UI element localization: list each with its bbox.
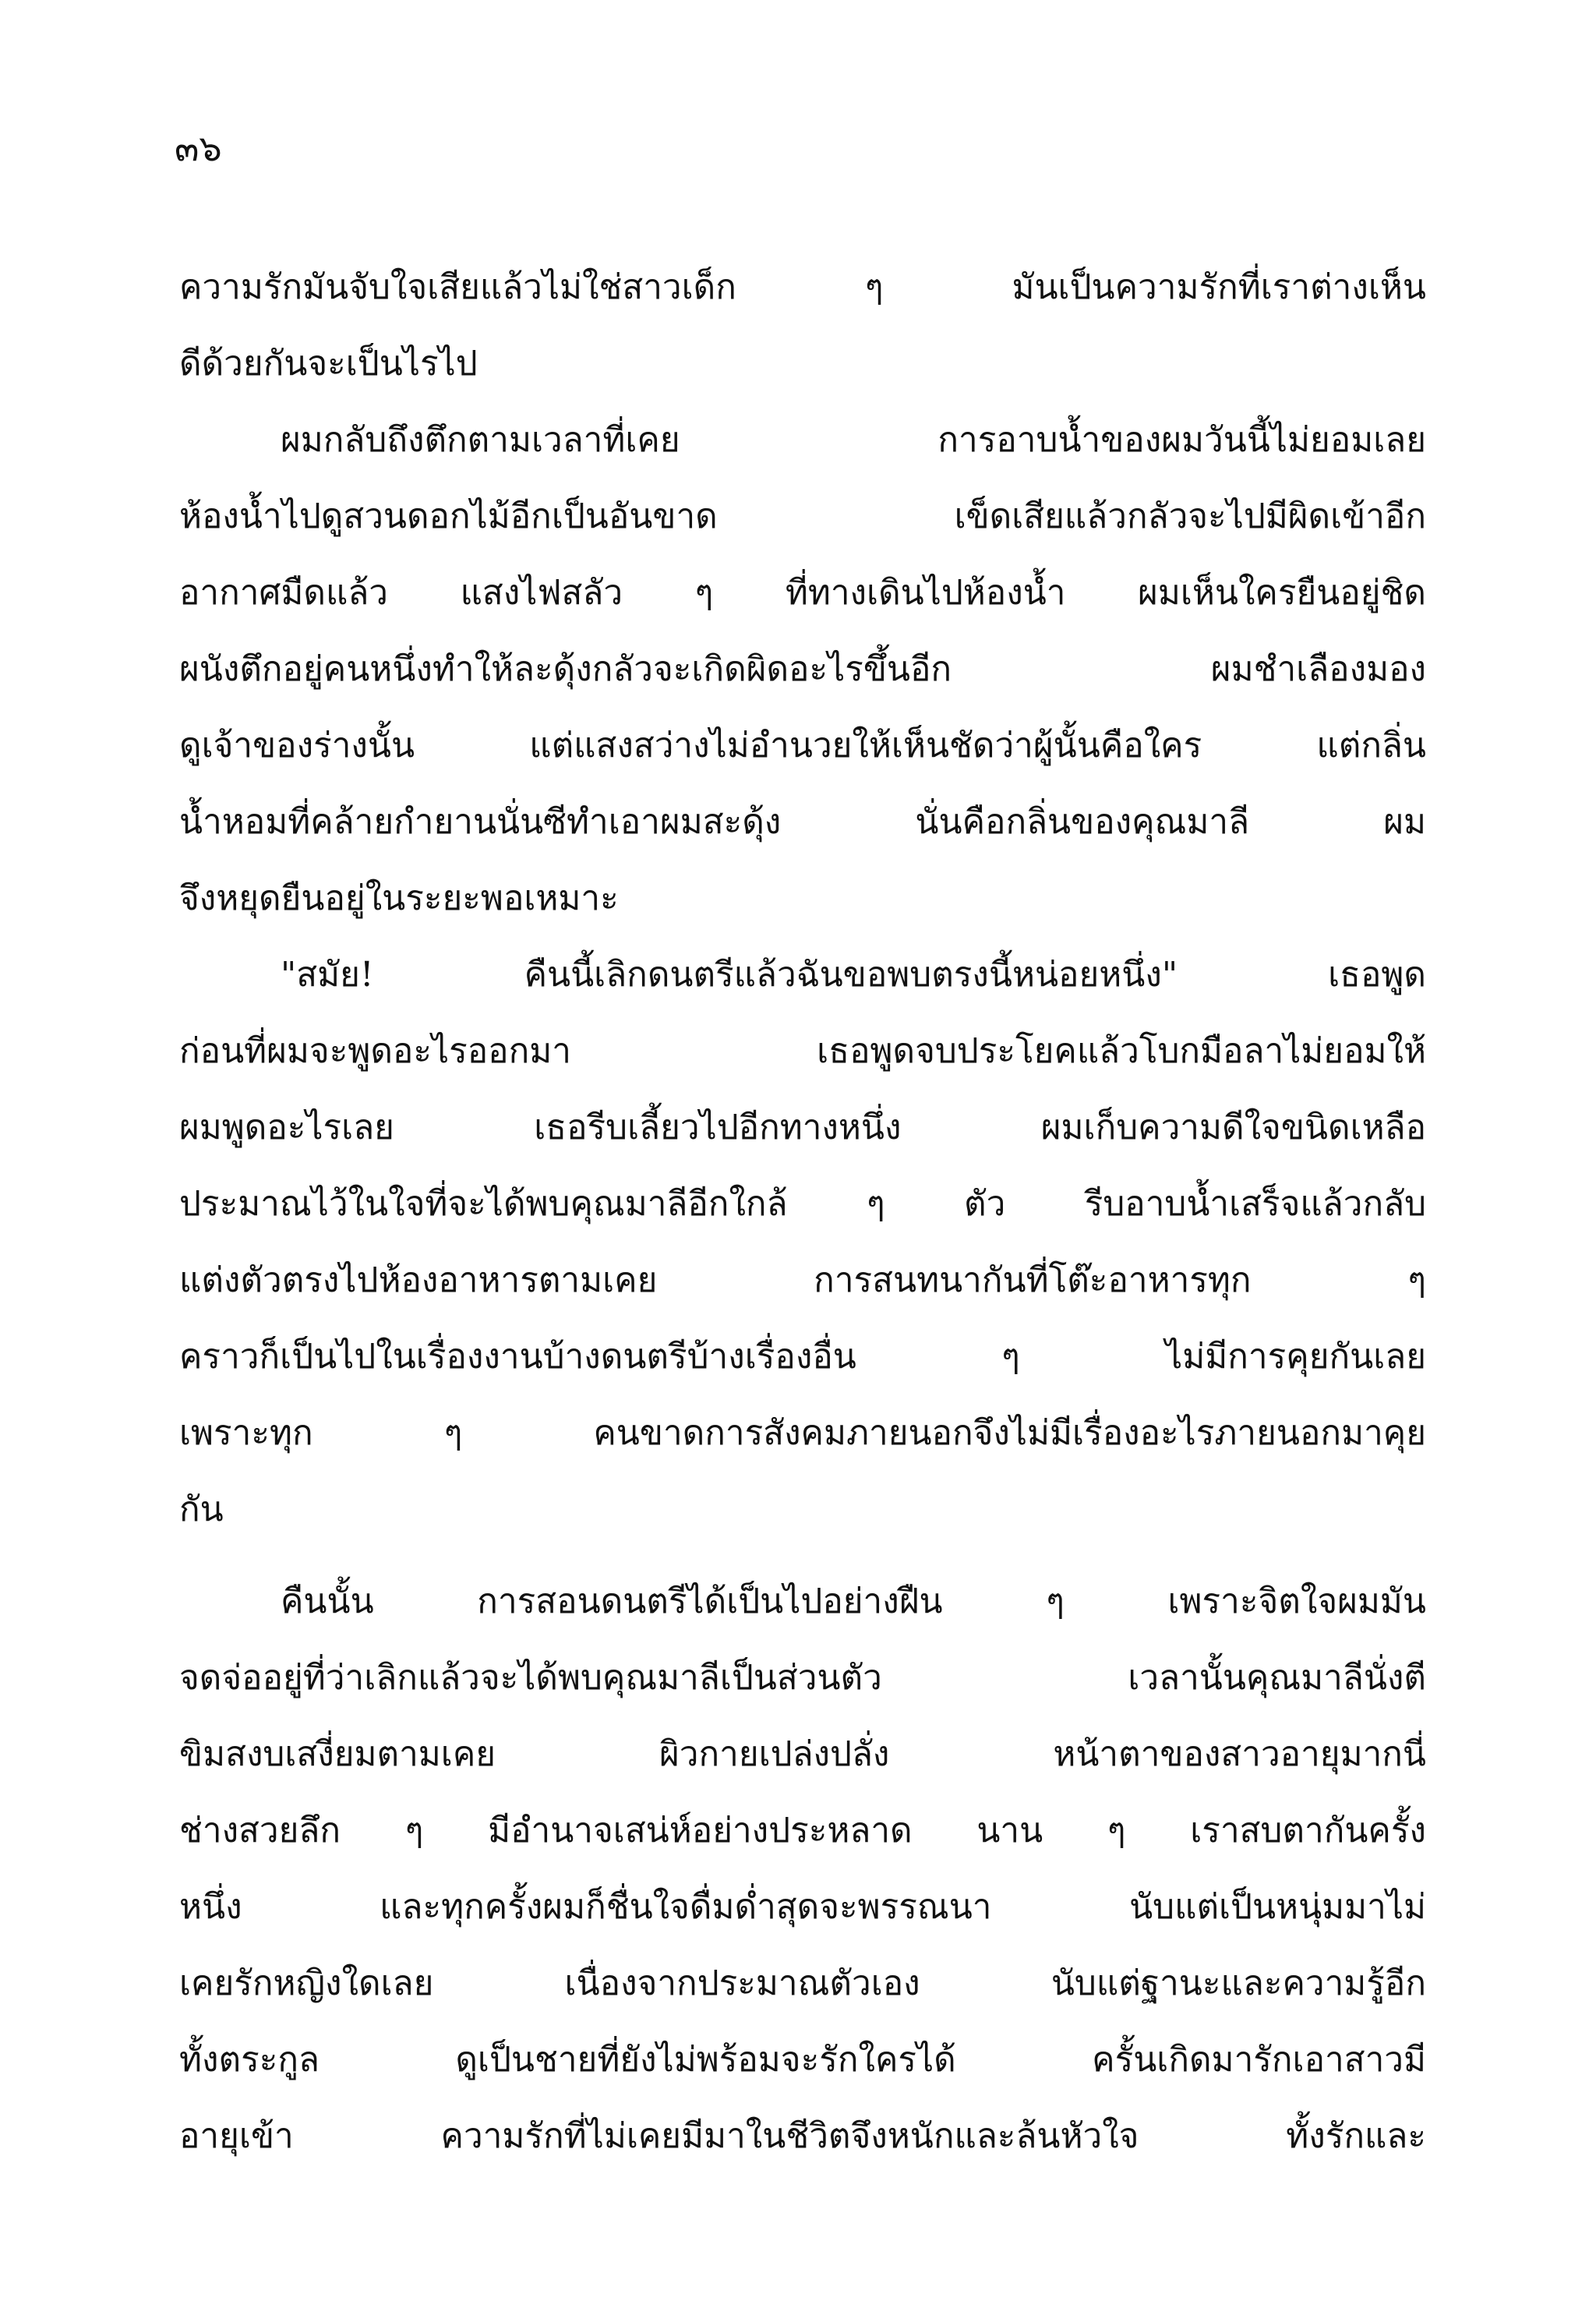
text-line: อากาศมืดแล้ว แสงไฟสลัว ๆ ที่ทางเดินไปห้องน้ำ ผมเห็นใครยืนอยู่ชิด <box>179 573 1426 613</box>
text-line: ขิมสงบเสงี่ยมตามเคย ผิวกายเปล่งปลั่ง หน้าตาของสาวอายุมากนี่ <box>179 1734 1426 1774</box>
text-line: แต่งตัวตรงไปห้องอาหารตามเคย การสนทนากันที่โต๊ะอาหารทุก ๆ <box>179 1260 1426 1300</box>
text-line: ช่างสวยลึก ๆ มีอำนาจเสน่ห์อย่างประหลาด นาน ๆ เราสบตากันครั้ง <box>179 1811 1426 1850</box>
page-number: ๓๖ <box>175 127 222 169</box>
text-line: ดีด้วยกันจะเป็นไรไป <box>179 344 478 383</box>
text-line: เคยรักหญิงใดเลย เนื่องจากประมาณตัวเอง นับแต่ฐานะและความรู้อีก <box>179 1963 1426 2003</box>
text-line: น้ำหอมที่คล้ายกำยานนั่นซีทำเอาผมสะดุ้ง นั่นคือกลิ่นของคุณมาลี ผม <box>179 802 1426 842</box>
text-line: เพราะทุก ๆ คนขาดการสังคมภายนอกจึงไม่มีเรื่องอะไรภายนอกมาคุย <box>179 1413 1426 1453</box>
body-text <box>179 249 1426 2175</box>
text-line: ทั้งตระกูล ดูเป็นชายที่ยังไม่พร้อมจะรักใครได้ ครั้นเกิดมารักเอาสาวมี <box>179 2040 1426 2080</box>
text-line: ความรักมันจับใจเสียแล้วไม่ใช่สาวเด็ก ๆ มันเป็นความรักที่เราต่างเห็น <box>179 267 1426 307</box>
text-line: อายุเข้า ความรักที่ไม่เคยมีมาในชีวิตจึงหนักและล้นหัวใจ ทั้งรักและ <box>179 2116 1426 2156</box>
paragraph-first-line: ผมกลับถึงตึกตามเวลาที่เคย การอาบน้ำของผมวันนี้ไม่ยอมเลย <box>281 420 1426 460</box>
text-line: คราวก็เป็นไปในเรื่องงานบ้างดนตรีบ้างเรื่องอื่น ๆ ไม่มีการคุยกันเลย <box>179 1337 1426 1377</box>
paragraph-first-line: "สมัย! คืนนี้เลิกดนตรีแล้วฉันขอพบตรงนี้หน่อยหนึ่ง" เธอพูด <box>281 955 1426 995</box>
text-line: ก่อนที่ผมจะพูดอะไรออกมา เธอพูดจบประโยคแล้วโบกมือลาไม่ยอมให้ <box>179 1031 1426 1071</box>
text-line: ประมาณไว้ในใจที่จะได้พบคุณมาลีอีกใกล้ ๆ ตัว รีบอาบน้ำเสร็จแล้วกลับ <box>179 1184 1426 1224</box>
text-line: จดจ่ออยู่ที่ว่าเลิกแล้วจะได้พบคุณมาลีเป็นส่วนตัว เวลานั้นคุณมาลีนั่งตี <box>179 1658 1426 1698</box>
text-line: จึงหยุดยืนอยู่ในระยะพอเหมาะ <box>179 878 619 918</box>
text-line: หนึ่ง และทุกครั้งผมก็ชื่นใจดื่มด่ำสุดจะพรรณนา นับแต่เป็นหนุ่มมาไม่ <box>179 1887 1426 1927</box>
text-line: ดูเจ้าของร่างนั้น แต่แสงสว่างไม่อำนวยให้เห็นชัดว่าผู้นั้นคือใคร แต่กลิ่น <box>179 726 1426 765</box>
text-line: ผมพูดอะไรเลย เธอรีบเลี้ยวไปอีกทางหนึ่ง ผมเก็บความดีใจขนิดเหลือ <box>179 1108 1426 1147</box>
text-line: ผนังตึกอยู่คนหนึ่งทำให้ละดุ้งกลัวจะเกิดผิดอะไรขึ้นอีก ผมชำเลืองมอง <box>179 649 1426 689</box>
text-line: กัน <box>179 1490 224 1529</box>
paragraph-first-line: คืนนั้น การสอนดนตรีได้เป็นไปอย่างฝืน ๆ เพราะจิตใจผมมัน <box>281 1582 1426 1621</box>
text-line: ห้องน้ำไปดูสวนดอกไม้อีกเป็นอันขาด เข็ดเสียแล้วกลัวจะไปมีผิดเข้าอีก <box>179 497 1426 536</box>
